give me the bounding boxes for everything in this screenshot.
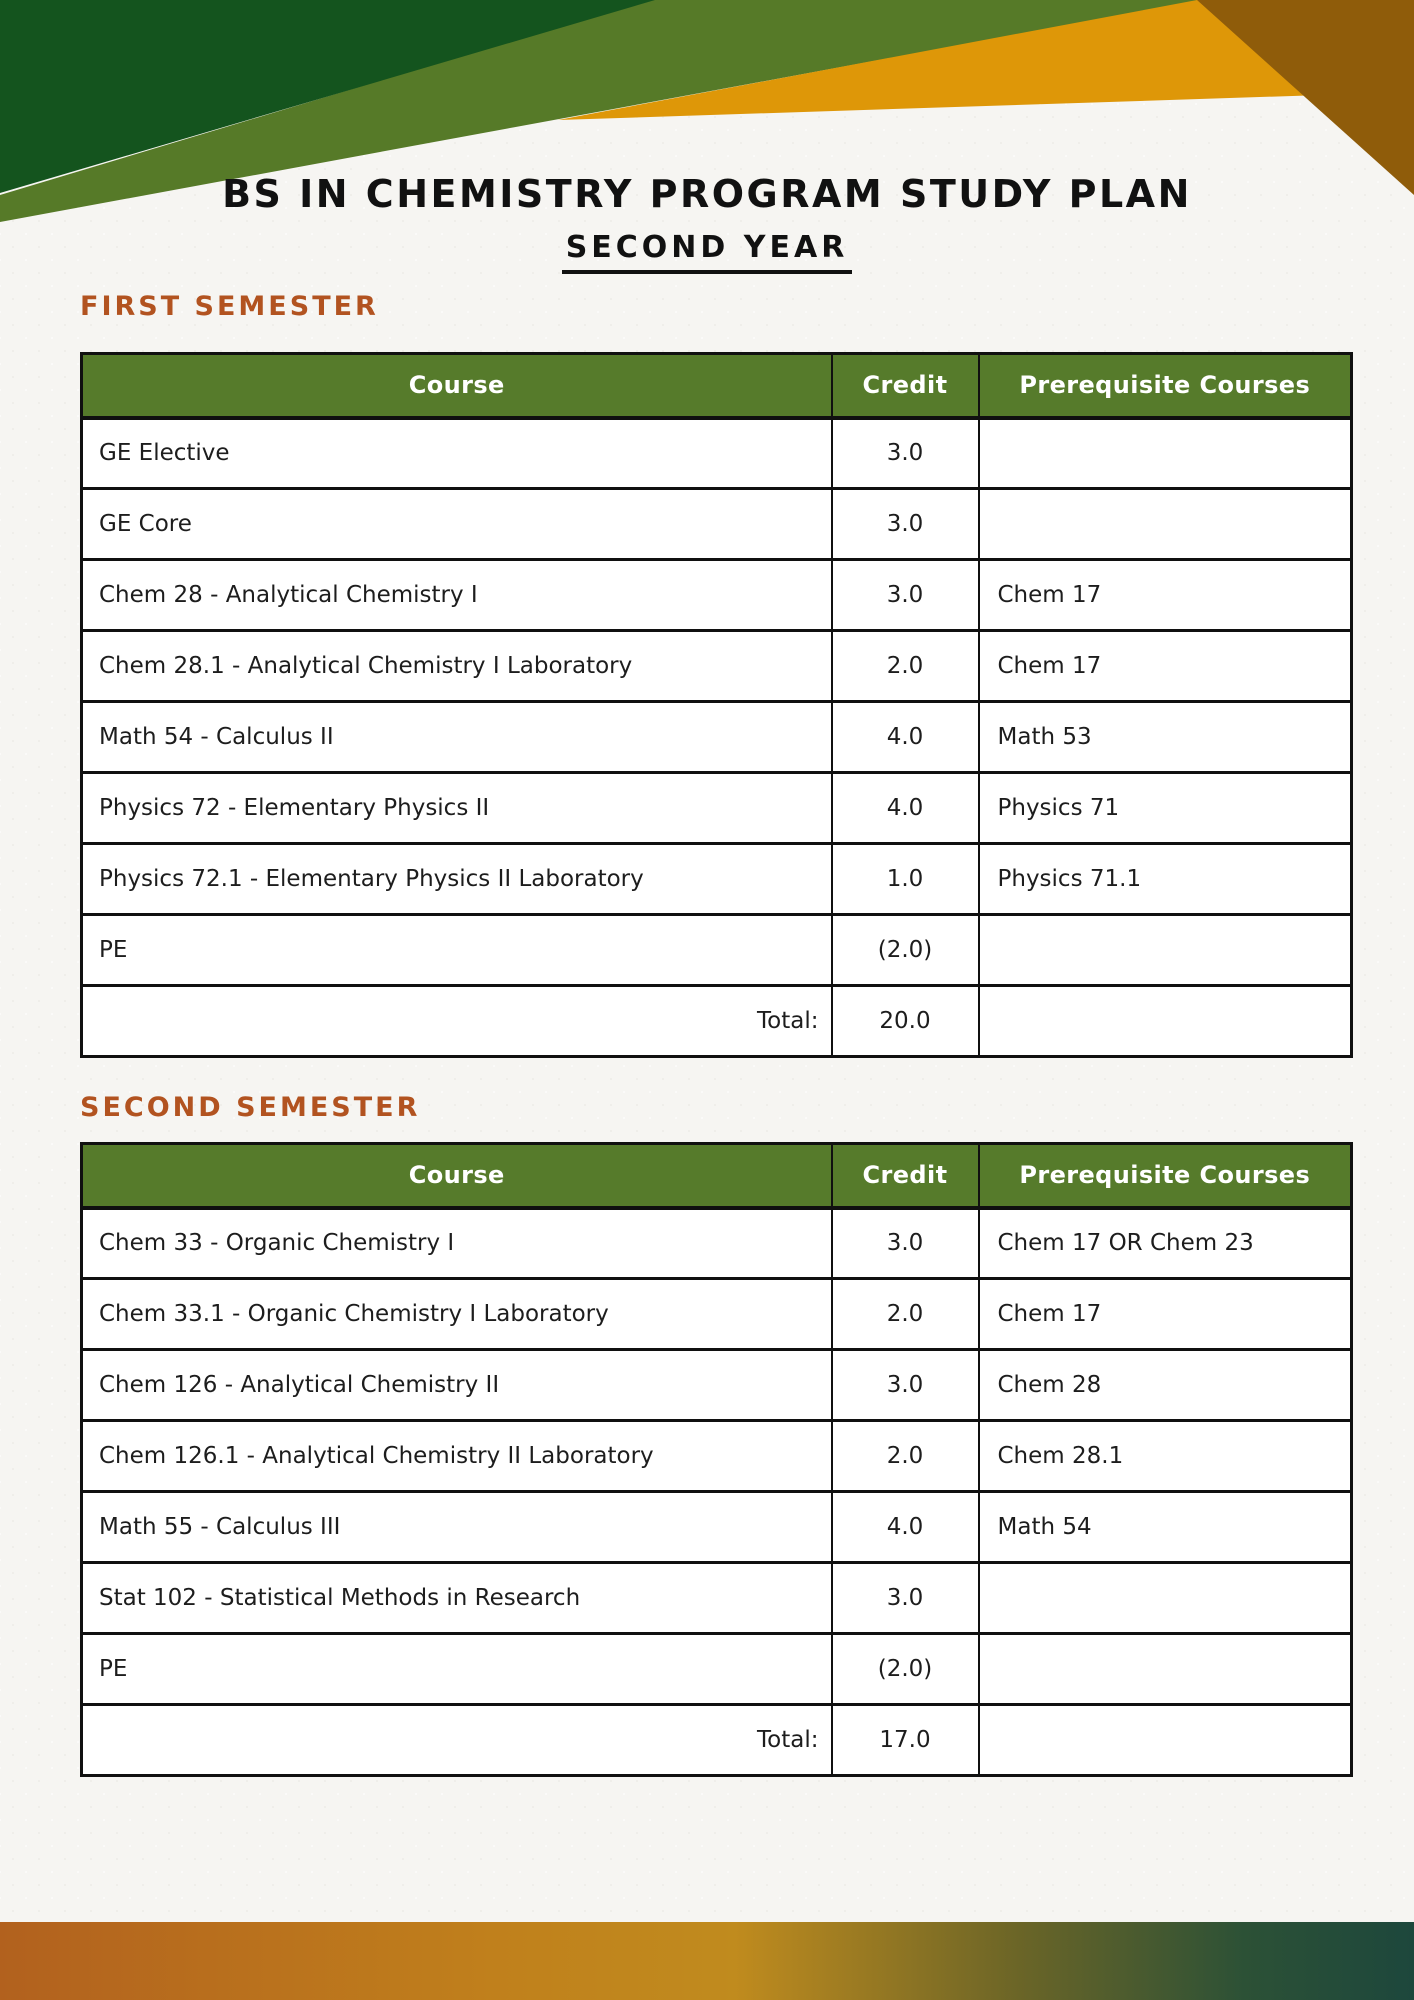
course-cell: Chem 126.1 - Analytical Chemistry II Laboratory xyxy=(82,1421,832,1492)
course-cell: GE Elective xyxy=(82,418,832,489)
course-cell: Chem 28 - Analytical Chemistry I xyxy=(82,560,832,631)
credit-cell: 2.0 xyxy=(832,1421,979,1492)
table-row xyxy=(82,560,1352,631)
prerequisite-cell: Physics 71.1 xyxy=(979,844,1352,915)
second-semester-table xyxy=(80,1142,1353,1777)
total-label-cell: Total: xyxy=(82,986,832,1057)
credit-cell: 3.0 xyxy=(832,1350,979,1421)
section-heading-first-semester: FIRST SEMESTER xyxy=(80,291,379,322)
prerequisite-cell xyxy=(979,1634,1352,1705)
table-row xyxy=(82,1279,1352,1350)
table-row xyxy=(82,1421,1352,1492)
credit-cell: 3.0 xyxy=(832,489,979,560)
page-title: BS IN CHEMISTRY PROGRAM STUDY PLAN xyxy=(222,172,1192,216)
total-label-cell: Total: xyxy=(82,1705,832,1776)
credit-cell: 3.0 xyxy=(832,1563,979,1634)
total-value-cell: 17.0 xyxy=(832,1705,979,1776)
credit-cell: 3.0 xyxy=(832,418,979,489)
table-row xyxy=(82,1208,1352,1279)
page-subtitle-wrap xyxy=(0,230,1414,274)
credit-cell: (2.0) xyxy=(832,915,979,986)
table-row xyxy=(82,1350,1352,1421)
table-header xyxy=(82,354,1352,418)
table-row xyxy=(82,915,1352,986)
prerequisite-cell: Math 54 xyxy=(979,1492,1352,1563)
table-row xyxy=(82,702,1352,773)
prerequisite-cell xyxy=(979,915,1352,986)
course-header-cell: Course xyxy=(82,1144,832,1208)
credit-cell: (2.0) xyxy=(832,1634,979,1705)
course-cell: Stat 102 - Statistical Methods in Research xyxy=(82,1563,832,1634)
credit-cell: 1.0 xyxy=(832,844,979,915)
course-cell: Math 54 - Calculus II xyxy=(82,702,832,773)
prerequisite-cell: Chem 17 xyxy=(979,631,1352,702)
course-cell: PE xyxy=(82,1634,832,1705)
course-cell: Chem 126 - Analytical Chemistry II xyxy=(82,1350,832,1421)
course-cell: Physics 72 - Elementary Physics II xyxy=(82,773,832,844)
table-row xyxy=(82,1634,1352,1705)
course-cell: PE xyxy=(82,915,832,986)
table-row xyxy=(82,631,1352,702)
prerequisite-cell xyxy=(979,1563,1352,1634)
table-body xyxy=(82,418,1352,986)
prerequisite-header-cell: Prerequisite Courses xyxy=(979,1144,1352,1208)
table-row xyxy=(82,489,1352,560)
prerequisite-cell xyxy=(979,418,1352,489)
credit-cell: 4.0 xyxy=(832,773,979,844)
course-cell: Math 55 - Calculus III xyxy=(82,1492,832,1563)
credit-cell: 3.0 xyxy=(832,560,979,631)
table-footer xyxy=(82,986,1352,1057)
prerequisite-cell: Math 53 xyxy=(979,702,1352,773)
prerequisite-cell: Chem 28 xyxy=(979,1350,1352,1421)
credit-header-cell: Credit xyxy=(832,1144,979,1208)
credit-cell: 3.0 xyxy=(832,1208,979,1279)
course-header-cell: Course xyxy=(82,354,832,418)
credit-cell: 2.0 xyxy=(832,631,979,702)
table-footer xyxy=(82,1705,1352,1776)
course-cell: GE Core xyxy=(82,489,832,560)
total-empty-cell xyxy=(979,986,1352,1057)
table-body xyxy=(82,1208,1352,1705)
table-row xyxy=(82,844,1352,915)
page-subtitle: SECOND YEAR xyxy=(562,230,853,274)
header-row xyxy=(82,354,1352,418)
footer-gradient-bar xyxy=(0,1922,1414,2000)
course-cell: Chem 33.1 - Organic Chemistry I Laboratory xyxy=(82,1279,832,1350)
prerequisite-cell: Chem 17 xyxy=(979,560,1352,631)
course-cell: Physics 72.1 - Elementary Physics II Laboratory xyxy=(82,844,832,915)
first-semester-table xyxy=(80,352,1353,1058)
course-cell: Chem 28.1 - Analytical Chemistry I Laboratory xyxy=(82,631,832,702)
total-row xyxy=(82,1705,1352,1776)
section-heading-second-semester: SECOND SEMESTER xyxy=(80,1092,421,1123)
total-value-cell: 20.0 xyxy=(832,986,979,1057)
prerequisite-cell xyxy=(979,489,1352,560)
credit-header-cell: Credit xyxy=(832,354,979,418)
total-row xyxy=(82,986,1352,1057)
table-header xyxy=(82,1144,1352,1208)
prerequisite-header-cell: Prerequisite Courses xyxy=(979,354,1352,418)
credit-cell: 4.0 xyxy=(832,702,979,773)
prerequisite-cell: Chem 17 xyxy=(979,1279,1352,1350)
table-row xyxy=(82,1492,1352,1563)
table-row xyxy=(82,773,1352,844)
credit-cell: 2.0 xyxy=(832,1279,979,1350)
prerequisite-cell: Chem 28.1 xyxy=(979,1421,1352,1492)
prerequisite-cell: Chem 17 OR Chem 23 xyxy=(979,1208,1352,1279)
header-row xyxy=(82,1144,1352,1208)
credit-cell: 4.0 xyxy=(832,1492,979,1563)
course-cell: Chem 33 - Organic Chemistry I xyxy=(82,1208,832,1279)
table-row xyxy=(82,418,1352,489)
total-empty-cell xyxy=(979,1705,1352,1776)
prerequisite-cell: Physics 71 xyxy=(979,773,1352,844)
table-row xyxy=(82,1563,1352,1634)
